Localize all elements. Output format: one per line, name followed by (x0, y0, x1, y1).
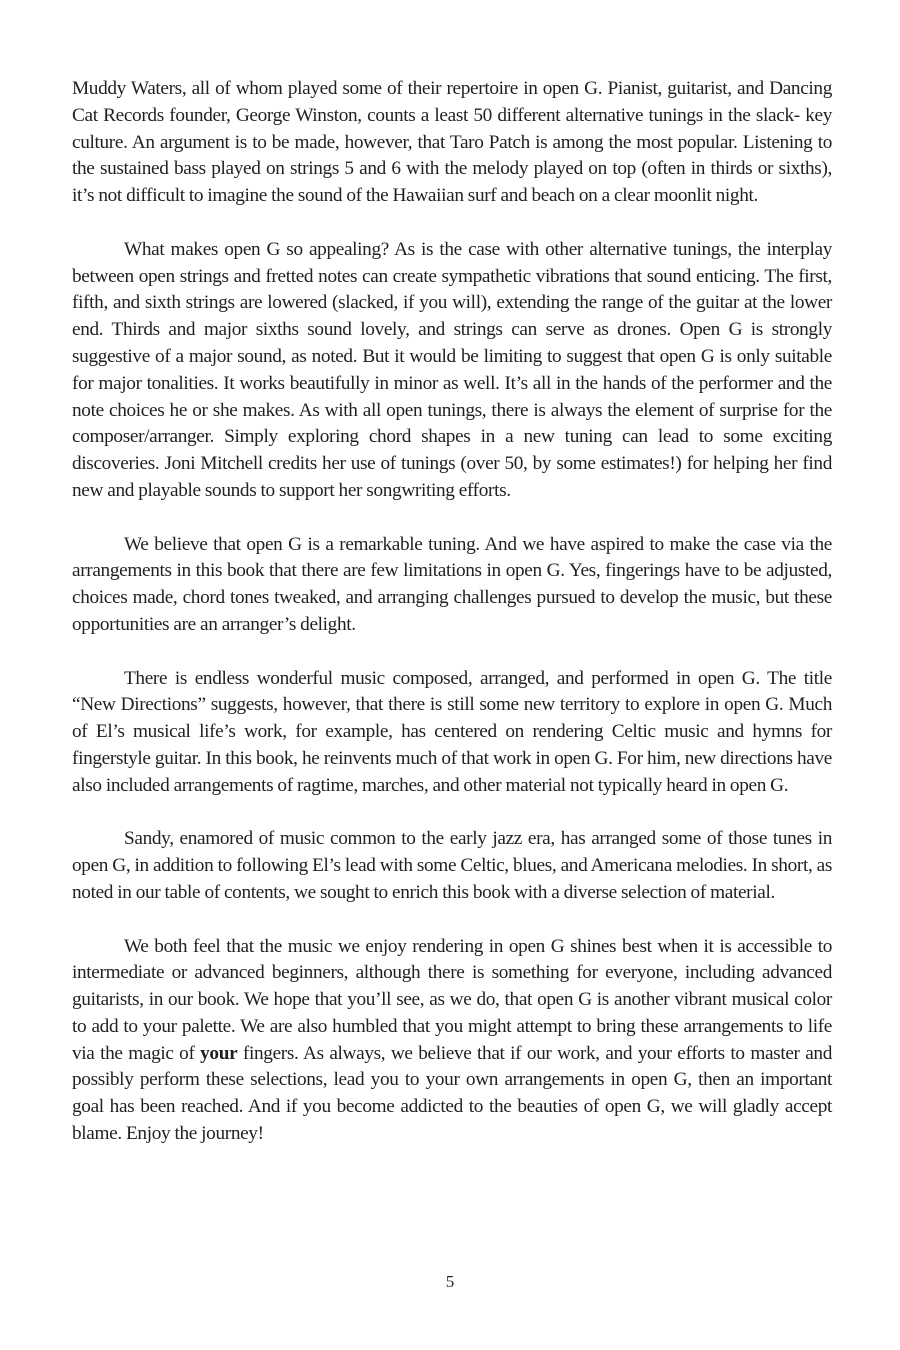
paragraph-5: Sandy, enamored of music common to the early jazz era, has arranged some of those tunes in open G, in addition to following El’s lead with some Celtic, blues, and Americana melodies. In short, as noted in our table of contents, we sought to enrich this book with a diverse selection of material. (72, 828, 832, 903)
paragraph-6-start: We both feel that the music we enjoy rendering in open G shines best when it is accessible to intermediate or advanced beginners, although there is something for everyone, including advanced guitarists, in our book. We hope that you’ll see, as we do, that open G is another vibrant musical color to add to your palette. We are also humbled that you might attempt to bring these arrangements to life via the magic of (72, 935, 832, 1064)
body-text (72, 76, 832, 1148)
paragraph-6-bold-word: your (200, 1042, 238, 1064)
paragraph-2: What makes open G so appealing? As is the case with other alternative tunings, the interplay between open strings and fretted notes can create sympathetic vibrations that sound enticing. The first, fifth, and sixth strings are lowered (slacked, if you will), extending the range of the guitar at the lower end. Thirds and major sixths sound lovely, and strings can serve as drones. Open G is strongly suggestive of a major sound, as noted. But it would be limiting to suggest that open G is only suitable for major tonalities. It works beautifully in minor as well. It’s all in the hands of the performer and the note choices he or she makes. As with all open tunings, there is always the element of surprise for the composer/arranger. Simply exploring chord shapes in a new tuning can lead to some exciting discoveries. Joni Mitchell credits her use of tunings (over 50, by some estimates!) for helping her find new and playable sounds to support her songwriting efforts. (72, 238, 832, 501)
paragraph-3: We believe that open G is a remarkable tuning. And we have aspired to make the case via the arrangements in this book that there are few limitations in open G. Yes, fingerings have to be adjusted, choices made, chord tones tweaked, and arranging challenges pursued to develop the music, but these opportunities are an arranger’s delight. (72, 533, 832, 635)
paragraph-4: There is endless wonderful music composed, arranged, and performed in open G. The title “New Directions” suggests, however, that there is still some new territory to explore in open G. Much of El’s musical life’s work, for example, has centered on rendering Celtic music and hymns for fingerstyle guitar. In this book, he reinvents much of that work in open G. For him, new directions have also included arrangements of ragtime, marches, and other material not typically heard in open G. (72, 667, 832, 796)
paragraph-1: Muddy Waters, all of whom played some of their repertoire in open G. Pianist, guitarist, and Dancing Cat Records founder, George Winston, counts a least 50 different alternative tunings in the slack- key culture. An argument is to be made, however, that Taro Patch is among the most popular. Listening to the sustained bass played on strings 5 and 6 with the melody played on top (often in thirds or sixths), it’s not difficult to imagine the sound of the Hawaiian surf and beach on a clear moonlit night. (72, 78, 832, 207)
page-number: 5 (445, 1272, 455, 1291)
paragraph-6-end: fingers. As always, we believe that if our work, and your efforts to master and possibly perform these selections, lead you to your own arrangements in open G, then an important goal has been reached. And if you become addicted to the beauties of open G, we will gladly accept blame. Enjoy the journey! (72, 1042, 832, 1145)
paragraph-6 (72, 934, 832, 1148)
